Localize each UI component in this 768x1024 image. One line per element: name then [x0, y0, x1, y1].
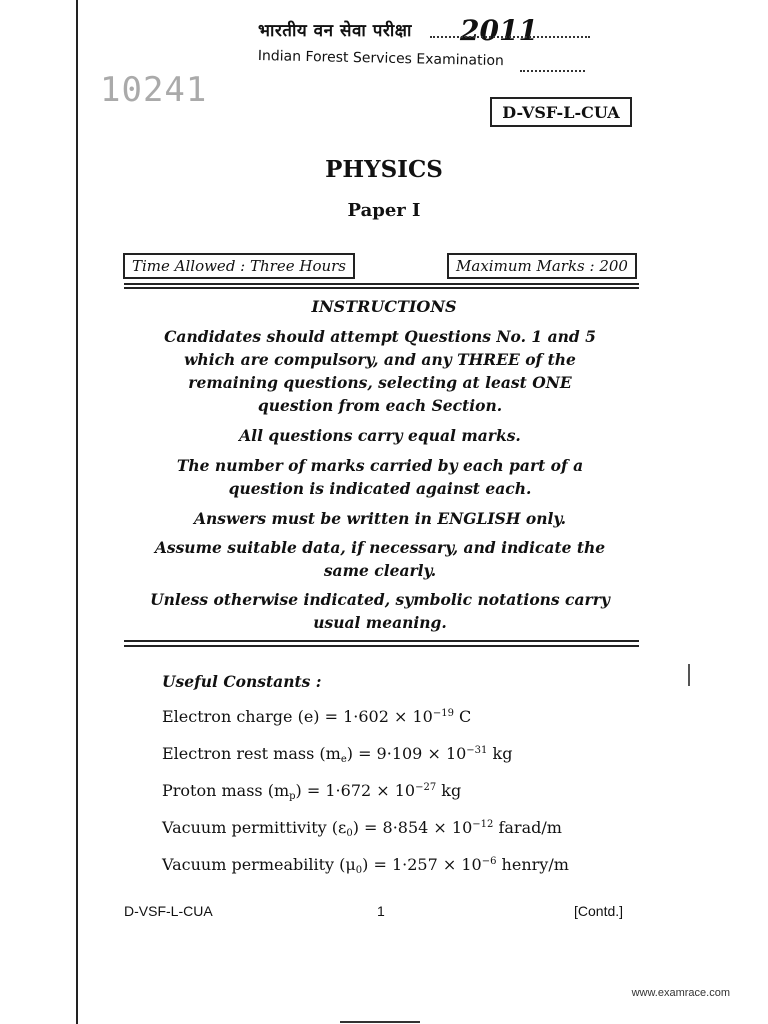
english-exam-title: Indian Forest Services Examination — [257, 48, 505, 70]
bottom-edge-mark — [340, 1021, 420, 1023]
footer-page-number: 1 — [377, 903, 385, 919]
instructions-heading: INSTRUCTIONS — [311, 297, 457, 316]
hindi-exam-title: भारतीय वन सेवा परीक्षा — [258, 21, 412, 41]
dotted-line — [520, 70, 585, 72]
divider — [124, 645, 639, 647]
constant-electron-charge: Electron charge $(e) = 1\cdot 602 \times 10^{-19}$ C — [162, 707, 472, 726]
instruction-item: Assume suitable data, if necessary, and indicate the same clearly. — [154, 538, 606, 580]
paper-code-box: D-VSF-L-CUA — [490, 97, 632, 127]
left-margin-rule — [76, 0, 78, 1024]
instruction-item: Answers must be written in ENGLISH only. — [193, 509, 567, 528]
time-allowed-box: Time Allowed : Three Hours — [123, 253, 355, 279]
constant-electron-mass: Electron rest mass $(m_e) = 9\cdot 109 \times 10^{-31}$ kg — [162, 744, 513, 765]
divider — [124, 283, 639, 285]
paper-number: Paper I — [347, 200, 421, 221]
instruction-item: All questions carry equal marks. — [239, 426, 521, 445]
constants-heading: Useful Constants : — [162, 672, 322, 691]
footer-paper-code: D-VSF-L-CUA — [124, 903, 213, 919]
instruction-item: The number of marks carried by each part of a question is indicated against each. — [176, 456, 584, 498]
stamp-number: 10241 — [100, 70, 208, 110]
footer-continued: [Contd.] — [574, 903, 624, 919]
handwritten-year: 2011 — [460, 14, 538, 47]
constant-proton-mass: Proton mass $(m_p) = 1\cdot 672 \times 10^{-27}$ kg — [162, 781, 462, 802]
dotted-line — [430, 36, 590, 38]
scan-mark — [688, 664, 690, 686]
instruction-item: Candidates should attempt Questions No. 1 and 5 which are compulsory, and any THREE of the remaining questions, selecting at least ONE question from each Section. — [164, 327, 596, 415]
constant-vacuum-permittivity: Vacuum permittivity $(\varepsilon_0) = 8\cdot 854 \times 10^{-12}$ farad/m — [162, 818, 562, 839]
subject-title: PHYSICS — [325, 156, 443, 183]
divider — [124, 640, 639, 642]
constant-vacuum-permeability: Vacuum permeability $(\mu_0) = 1\cdot 257 \times 10^{-6}$ henry/m — [162, 855, 569, 876]
divider — [124, 287, 639, 289]
maximum-marks-box: Maximum Marks : 200 — [447, 253, 637, 279]
watermark-link[interactable]: www.examrace.com — [631, 987, 730, 999]
instruction-item: Unless otherwise indicated, symbolic notations carry usual meaning. — [150, 590, 610, 632]
